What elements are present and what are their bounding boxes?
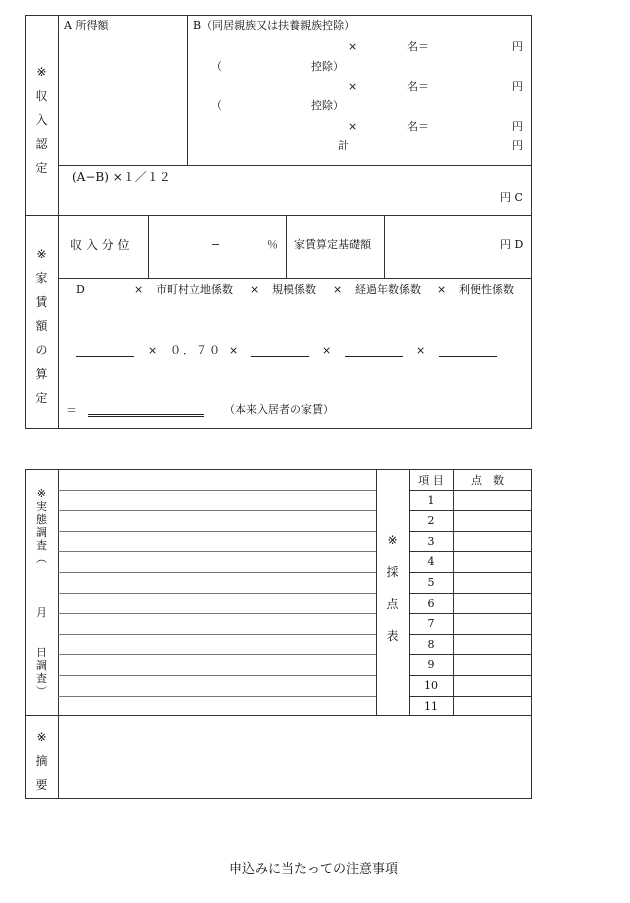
side-char: 採 bbox=[386, 565, 399, 579]
score-item-number: 9 bbox=[427, 658, 435, 672]
ruled-line bbox=[58, 593, 376, 594]
score-row-line bbox=[409, 654, 532, 655]
ruled-line bbox=[58, 551, 376, 552]
score-row-line bbox=[409, 593, 532, 594]
value-times: × bbox=[322, 344, 332, 357]
blank-age-coef bbox=[439, 356, 497, 357]
times-symbol: × bbox=[348, 80, 358, 93]
rent-side-label bbox=[25, 248, 58, 404]
side-char: 定 bbox=[35, 161, 48, 175]
blank-size-coef bbox=[345, 356, 403, 357]
paren-open: （ bbox=[211, 60, 222, 73]
side-char: 要 bbox=[35, 778, 48, 792]
survey-month-label: 月 bbox=[36, 606, 47, 619]
persons-equals: 名＝ bbox=[407, 80, 429, 93]
ruled-line bbox=[58, 490, 376, 491]
survey-side-label bbox=[25, 488, 58, 564]
value-times: × bbox=[148, 344, 158, 357]
survey-day-label bbox=[25, 647, 58, 697]
side-char: ※ bbox=[36, 247, 47, 261]
score-item-number: 10 bbox=[424, 679, 438, 692]
side-char: 定 bbox=[35, 391, 48, 405]
score-item-number: 7 bbox=[427, 617, 435, 631]
bracket-dash: − bbox=[211, 238, 221, 251]
side-char: ※ bbox=[387, 533, 398, 547]
side-char: 表 bbox=[386, 629, 399, 643]
income-a-label: A 所得額 bbox=[64, 19, 109, 32]
side-char: の bbox=[35, 343, 48, 357]
blank-location-coef bbox=[251, 356, 309, 357]
formula-size-coef: 規模係数 bbox=[272, 283, 316, 296]
side-char: 算 bbox=[35, 367, 48, 381]
blank-rent-result bbox=[88, 414, 204, 417]
result-equals: ＝ bbox=[66, 404, 77, 417]
side-char: 額 bbox=[35, 319, 48, 333]
percent-sign: ％ bbox=[267, 238, 278, 251]
score-row-line bbox=[409, 572, 532, 573]
monthly-income-formula: (A−B) ×１／１２ bbox=[72, 170, 171, 184]
formula-times: × bbox=[437, 283, 447, 296]
formula-times: × bbox=[134, 283, 144, 296]
score-item-number: 11 bbox=[424, 699, 438, 713]
score-row-line bbox=[409, 531, 532, 532]
ruled-line bbox=[58, 634, 376, 635]
side-char: 実 bbox=[36, 500, 47, 513]
side-char: ︵ bbox=[36, 552, 47, 565]
yen-unit: 円 bbox=[512, 120, 523, 133]
summary-side-label bbox=[25, 731, 58, 791]
footer-title: 申込みに当たっての注意事項 bbox=[229, 862, 399, 877]
deduction-close: 控除） bbox=[311, 60, 344, 73]
side-char: 調 bbox=[36, 526, 47, 539]
value-times: × bbox=[416, 344, 426, 357]
side-char: 摘 bbox=[35, 754, 48, 768]
blank-d bbox=[76, 356, 134, 357]
persons-equals: 名＝ bbox=[407, 40, 429, 53]
side-char: 収 bbox=[35, 89, 48, 103]
score-col-points: 点 数 bbox=[471, 474, 504, 487]
score-item-number: 5 bbox=[427, 576, 435, 589]
score-item-number: 3 bbox=[427, 534, 435, 548]
side-char: 点 bbox=[386, 597, 399, 611]
yen-d-label: 円 D bbox=[500, 238, 524, 251]
scoring-side-label bbox=[376, 534, 409, 642]
ruled-line bbox=[58, 510, 376, 511]
ruled-line bbox=[58, 696, 376, 697]
score-row-line bbox=[409, 634, 532, 635]
total-label: 計 bbox=[338, 139, 349, 152]
ruled-line bbox=[58, 572, 376, 573]
side-char: 査 bbox=[36, 539, 47, 552]
income-section bbox=[25, 15, 532, 216]
formula-times: × bbox=[333, 283, 343, 296]
side-char: 家 bbox=[35, 271, 48, 285]
score-row-line bbox=[409, 490, 532, 491]
times-symbol: × bbox=[348, 40, 358, 53]
side-char: 調 bbox=[36, 659, 47, 672]
side-char: 査 bbox=[36, 672, 47, 685]
result-note: （本来入居者の家賃） bbox=[224, 403, 334, 416]
side-char: ※ bbox=[36, 730, 47, 744]
income-b-label: B（同居親族又は扶養親族控除） bbox=[193, 19, 356, 32]
income-side-label bbox=[25, 66, 58, 174]
yen-unit: 円 bbox=[512, 80, 523, 93]
summary-section bbox=[25, 716, 532, 799]
ruled-line bbox=[58, 675, 376, 676]
score-row-line bbox=[409, 613, 532, 614]
score-row-line bbox=[409, 510, 532, 511]
ruled-line bbox=[58, 654, 376, 655]
score-item-number: 2 bbox=[427, 514, 435, 528]
score-item-number: 4 bbox=[427, 555, 435, 569]
formula-location-coef: 市町村立地係数 bbox=[156, 283, 233, 296]
side-char: 賃 bbox=[35, 295, 48, 309]
side-char: ︶ bbox=[36, 685, 47, 698]
income-bracket-label: 収 入 分 位 bbox=[70, 238, 130, 252]
formula-age-coef: 経過年数係数 bbox=[355, 283, 421, 296]
side-char: 日 bbox=[36, 646, 47, 659]
score-row-line bbox=[409, 675, 532, 676]
value-times: × bbox=[229, 344, 239, 357]
ruled-line bbox=[58, 531, 376, 532]
yen-unit: 円 bbox=[512, 40, 523, 53]
formula-d: D bbox=[76, 283, 85, 296]
persons-equals: 名＝ bbox=[407, 120, 429, 133]
score-item-number: 6 bbox=[427, 596, 435, 610]
side-char: 態 bbox=[36, 513, 47, 526]
score-row-line bbox=[409, 696, 532, 697]
score-row-line bbox=[409, 551, 532, 552]
formula-times: × bbox=[250, 283, 260, 296]
score-item-number: 8 bbox=[427, 637, 435, 651]
score-item-number: 1 bbox=[427, 493, 435, 507]
side-char: 入 bbox=[35, 113, 48, 127]
side-char: ※ bbox=[36, 487, 47, 500]
times-symbol: × bbox=[348, 120, 358, 133]
side-char: ※ bbox=[36, 65, 47, 79]
side-char: 認 bbox=[35, 137, 48, 151]
coefficient-value: ０．７０ bbox=[170, 344, 222, 357]
paren-open: （ bbox=[211, 99, 222, 112]
yen-unit: 円 bbox=[512, 139, 523, 152]
score-col-item: 項 目 bbox=[418, 474, 444, 487]
ruled-line bbox=[58, 613, 376, 614]
rent-base-label: 家賃算定基礎額 bbox=[294, 238, 371, 251]
yen-c-label: 円 C bbox=[500, 191, 523, 204]
deduction-close: 控除） bbox=[311, 99, 344, 112]
formula-convenience-coef: 利便性係数 bbox=[459, 283, 514, 296]
